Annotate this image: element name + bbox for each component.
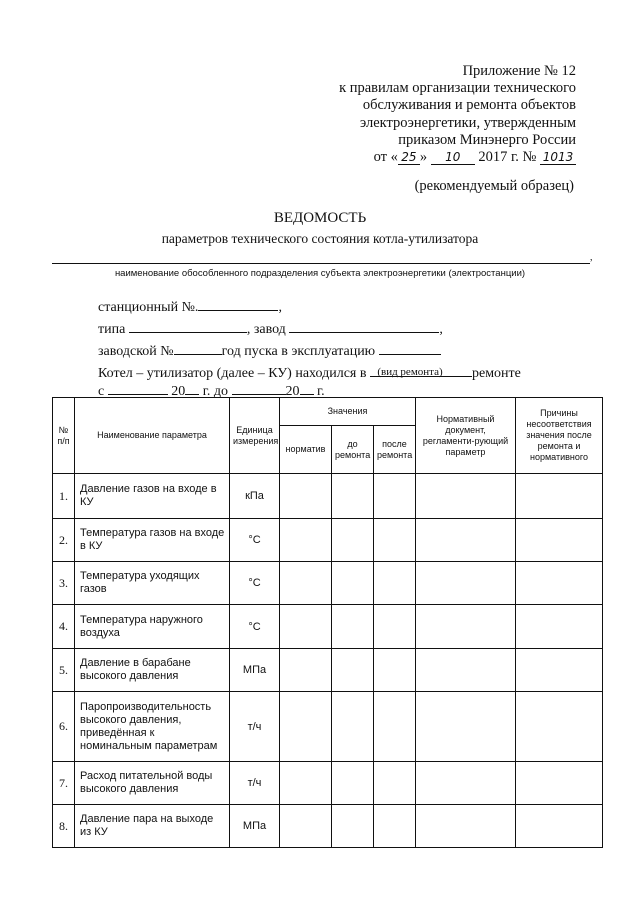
reason-cell[interactable]	[516, 474, 603, 519]
year-field[interactable]	[379, 340, 441, 355]
header-unit: Единица измерения	[230, 398, 280, 474]
header-num: № п/п	[53, 398, 75, 474]
before-cell[interactable]	[332, 605, 374, 649]
norm-cell[interactable]	[280, 519, 332, 562]
boiler-label: Котел – утилизатор (далее – КУ) находился в	[98, 366, 367, 381]
norm-cell[interactable]	[280, 605, 332, 649]
norm-cell[interactable]	[280, 474, 332, 519]
station-label: станционный №.	[98, 300, 199, 315]
table-row	[53, 692, 603, 762]
before-cell[interactable]	[332, 649, 374, 692]
serial-field[interactable]	[174, 340, 222, 355]
before-cell[interactable]	[332, 562, 374, 605]
order-number: 1013	[540, 150, 576, 165]
after-cell[interactable]	[374, 519, 416, 562]
parameter-name: Температура наружного воздуха	[75, 605, 230, 649]
after-cell[interactable]	[374, 762, 416, 805]
parameter-name: Температура газов на входе в КУ	[75, 519, 230, 562]
table-body	[53, 474, 603, 848]
reason-cell[interactable]	[516, 605, 603, 649]
parameter-unit: МПа	[230, 805, 280, 848]
org-caption: наименование обособленного подразделения субъекта электроэнергетики (электростанции)	[114, 268, 526, 279]
parameter-name: Температура уходящих газов	[75, 562, 230, 605]
norm-cell[interactable]	[280, 562, 332, 605]
parameters-table	[52, 397, 603, 848]
doc-cell[interactable]	[416, 519, 516, 562]
header-after: после ремонта	[374, 426, 416, 474]
punct: ,	[278, 300, 282, 315]
reason-cell[interactable]	[516, 762, 603, 805]
to-label: г. до	[202, 384, 229, 399]
doc-cell[interactable]	[416, 474, 516, 519]
header-values: Значения	[280, 398, 416, 426]
parameter-unit: °С	[230, 562, 280, 605]
date-prefix: от «	[373, 149, 398, 166]
end-label: г.	[317, 384, 325, 399]
header-name: Наименование параметра	[75, 398, 230, 474]
table-row	[53, 805, 603, 848]
doc-cell[interactable]	[416, 562, 516, 605]
table-row	[53, 519, 603, 562]
appendix-line: к правилам организации технического	[339, 80, 576, 97]
reason-cell[interactable]	[516, 649, 603, 692]
reason-cell[interactable]	[516, 519, 603, 562]
sample-note: (рекомендуемый образец)	[414, 178, 574, 194]
table-row	[53, 562, 603, 605]
after-cell[interactable]	[374, 474, 416, 519]
plant-field[interactable]	[289, 318, 439, 333]
appendix-date-line	[0, 149, 576, 166]
parameter-name: Паропроизводительность высокого давления, приведённая к номинальным параметрам	[75, 692, 230, 762]
row-number: 2.	[53, 519, 75, 562]
norm-cell[interactable]	[280, 649, 332, 692]
repair-label: ремонте	[471, 366, 521, 381]
header-before: до ремонта	[332, 426, 374, 474]
date-year: 2017 г. №	[478, 149, 537, 166]
before-cell[interactable]	[332, 762, 374, 805]
row-number: 8.	[53, 805, 75, 848]
appendix-line: приказом Минэнерго России	[398, 131, 576, 148]
row-number: 7.	[53, 762, 75, 805]
doc-cell[interactable]	[416, 762, 516, 805]
after-cell[interactable]	[374, 562, 416, 605]
norm-cell[interactable]	[280, 692, 332, 762]
to-year-field[interactable]	[300, 380, 314, 395]
serial-line	[98, 340, 521, 362]
date-day: 25	[398, 150, 420, 165]
line-mark: ,	[590, 252, 593, 263]
table-row	[53, 474, 603, 519]
reason-cell[interactable]	[516, 805, 603, 848]
parameter-unit: МПа	[230, 649, 280, 692]
parameter-unit: т/ч	[230, 762, 280, 805]
repair-caption: (вид ремонта)	[377, 366, 443, 378]
type-line	[98, 318, 521, 340]
norm-cell[interactable]	[280, 762, 332, 805]
parameter-unit: кПа	[230, 474, 280, 519]
appendix-line: электроэнергетики, утвержденным	[360, 114, 576, 131]
header-doc: Нормативный документ, регламенти-рующий параметр	[416, 398, 516, 474]
year-prefix: 20	[171, 384, 186, 399]
norm-cell[interactable]	[280, 805, 332, 848]
doc-cell[interactable]	[416, 649, 516, 692]
parameter-name: Расход питательной воды высокого давления	[75, 762, 230, 805]
appendix-title: Приложение № 12	[462, 63, 576, 79]
reason-cell[interactable]	[516, 562, 603, 605]
station-field[interactable]	[198, 296, 278, 311]
parameter-name: Давление пара на выходе из КУ	[75, 805, 230, 848]
type-field[interactable]	[129, 318, 247, 333]
reason-cell[interactable]	[516, 692, 603, 762]
header-reasons: Причины несоответствия значения после ремонта и нормативного	[516, 398, 603, 474]
parameter-unit: °С	[230, 605, 280, 649]
row-number: 1.	[53, 474, 75, 519]
from-year-field[interactable]	[185, 380, 199, 395]
row-number: 6.	[53, 692, 75, 762]
table-row	[53, 649, 603, 692]
after-cell[interactable]	[374, 692, 416, 762]
parameter-unit: т/ч	[230, 692, 280, 762]
document-subtitle: параметров технического состояния котла-утилизатора	[161, 231, 479, 246]
plant-label: , завод	[246, 322, 286, 337]
row-number: 3.	[53, 562, 75, 605]
station-line	[98, 296, 521, 318]
from-date-field[interactable]	[108, 380, 168, 395]
before-cell[interactable]	[332, 519, 374, 562]
after-cell[interactable]	[374, 649, 416, 692]
document-title: ВЕДОМОСТЬ	[273, 210, 367, 226]
table-row	[53, 605, 603, 649]
punct: ,	[439, 322, 443, 337]
after-cell[interactable]	[374, 805, 416, 848]
parameter-unit: °С	[230, 519, 280, 562]
serial-label: заводской №	[98, 344, 174, 359]
appendix-block	[0, 63, 576, 166]
doc-cell[interactable]	[416, 805, 516, 848]
row-number: 4.	[53, 605, 75, 649]
row-number: 5.	[53, 649, 75, 692]
doc-cell[interactable]	[416, 605, 516, 649]
org-name-line	[52, 263, 590, 264]
table-row	[53, 762, 603, 805]
before-cell[interactable]	[332, 692, 374, 762]
before-cell[interactable]	[332, 474, 374, 519]
after-cell[interactable]	[374, 605, 416, 649]
to-date-field[interactable]	[232, 380, 286, 395]
year-prefix: 20	[285, 384, 300, 399]
type-label: типа	[98, 322, 126, 337]
year-label: год пуска в эксплуатацию	[221, 344, 376, 359]
doc-cell[interactable]	[416, 692, 516, 762]
parameter-name: Давление в барабане высокого давления	[75, 649, 230, 692]
header-norm: норматив	[280, 426, 332, 474]
date-month: 10	[431, 150, 475, 165]
appendix-line: обслуживания и ремонта объектов	[362, 97, 576, 114]
before-cell[interactable]	[332, 805, 374, 848]
from-label: с	[98, 384, 105, 399]
date-mid: »	[419, 149, 428, 166]
parameter-name: Давление газов на входе в КУ	[75, 474, 230, 519]
